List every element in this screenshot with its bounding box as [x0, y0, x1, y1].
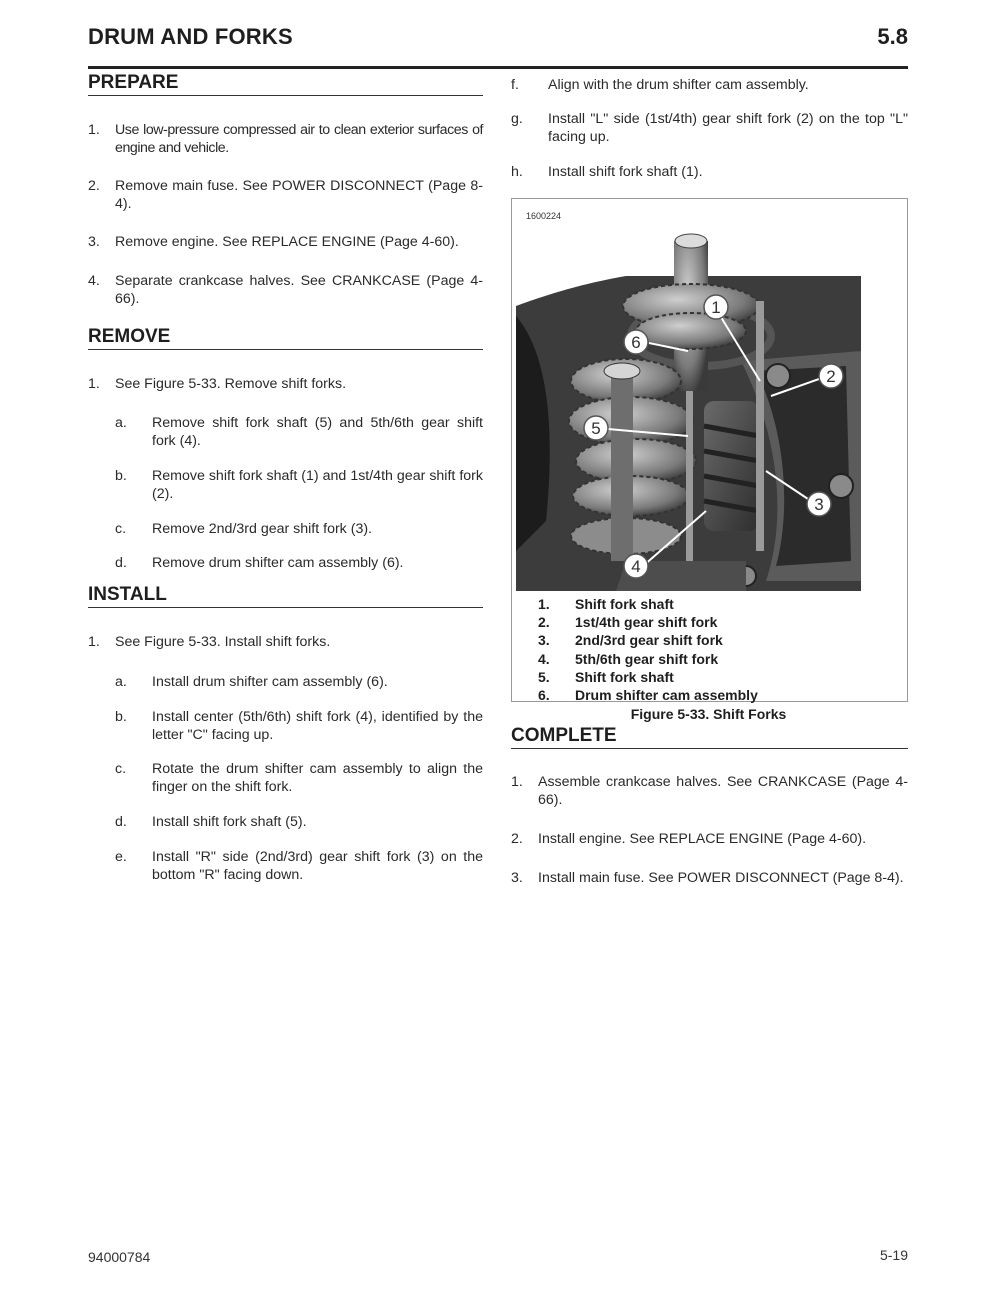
step-text: See Figure 5-33. Install shift forks. [115, 634, 331, 650]
substep-text: Install center (5th/6th) shift fork (4), identified by the letter "C" facing up. [152, 709, 483, 743]
figure-id: 1600224 [526, 211, 562, 221]
section-number: 5.8 [877, 24, 908, 49]
callout-4-label: 4 [631, 557, 641, 576]
step-number: 3. [511, 870, 523, 886]
substep-letter: a. [115, 674, 127, 690]
substep-letter: h. [511, 164, 523, 180]
remove-heading: REMOVE [88, 326, 483, 350]
step-text: Remove engine. See REPLACE ENGINE (Page 4-60). [115, 234, 459, 250]
step-number: 2. [88, 178, 100, 194]
substep-letter: d. [115, 814, 127, 830]
step-number: 1. [511, 774, 523, 790]
step-number: 3. [88, 234, 100, 250]
step-number: 1. [88, 634, 100, 650]
substep-text: Remove shift fork shaft (5) and 5th/6th gear shift fork (4). [152, 415, 483, 449]
shift-forks-photo [516, 221, 861, 591]
callout-2-label: 2 [826, 367, 836, 386]
callout-6-label: 6 [631, 333, 641, 352]
substep-letter: c. [115, 521, 127, 537]
step-text: See Figure 5-33. Remove shift forks. [115, 376, 347, 392]
substep-text: Install "L" side (1st/4th) gear shift fork (2) on the top "L" facing up. [548, 111, 908, 145]
substep-letter: b. [115, 709, 127, 725]
substep-text: Install "R" side (2nd/3rd) gear shift fork (3) on the bottom "R" facing down. [152, 849, 483, 883]
substep-text: Remove shift fork shaft (1) and 1st/4th gear shift fork (2). [152, 468, 483, 502]
step-number: 1. [88, 376, 100, 392]
step-text: Install engine. See REPLACE ENGINE (Page 4-60). [538, 831, 867, 847]
substep-letter: e. [115, 849, 127, 865]
step-text: Remove main fuse. See POWER DISCONNECT (Page 8-4). [115, 178, 483, 212]
callout-1-label: 1 [711, 298, 721, 317]
step-text: Use low-pressure compressed air to clean exterior surfaces of engine and vehicle. [115, 122, 483, 156]
complete-heading: COMPLETE [511, 725, 908, 749]
step-number: 1. [88, 122, 100, 138]
callout-5-label: 5 [591, 419, 601, 438]
substep-letter: b. [115, 468, 127, 484]
page-title: DRUM AND FORKS [88, 24, 293, 49]
step-text: Assemble crankcase halves. See CRANKCASE (Page 4-66). [538, 774, 908, 808]
figure-box: 1600224 1 2 3 4 5 6 1. Shift fork shaft 2. 1st/4th gear shift fork 3. 2nd/3rd gear shift fork 4. 5th/6th gear shift fork 5. Shift fork shaft 6. Drum shifter cam assembly [511, 198, 908, 702]
substep-letter: d. [115, 555, 127, 571]
substep-letter: g. [511, 111, 523, 127]
substep-text: Install shift fork shaft (5). [152, 814, 307, 830]
substep-letter: f. [511, 77, 519, 93]
figure-caption: Figure 5-33. Shift Forks [630, 706, 787, 722]
doc-number: 94000784 [88, 1249, 151, 1265]
prepare-heading: PREPARE [88, 72, 483, 96]
substep-text: Rotate the drum shifter cam assembly to align the finger on the shift fork. [152, 761, 483, 795]
install-heading: INSTALL [88, 584, 483, 608]
substep-text: Remove 2nd/3rd gear shift fork (3). [152, 521, 373, 537]
substep-text: Align with the drum shifter cam assembly. [548, 77, 809, 93]
substep-letter: c. [115, 761, 127, 777]
step-number: 2. [511, 831, 523, 847]
page-number: 5-19 [879, 1247, 908, 1263]
step-number: 4. [88, 273, 100, 289]
substep-text: Install drum shifter cam assembly (6). [152, 674, 388, 690]
step-text: Separate crankcase halves. See CRANKCASE (Page 4-66). [115, 273, 483, 307]
page-header [88, 24, 908, 69]
substep-text: Remove drum shifter cam assembly (6). [152, 555, 404, 571]
step-text: Install main fuse. See POWER DISCONNECT (Page 8-4). [538, 870, 904, 886]
callout-3-label: 3 [814, 495, 824, 514]
substep-letter: a. [115, 415, 127, 431]
substep-text: Install shift fork shaft (1). [548, 164, 703, 180]
